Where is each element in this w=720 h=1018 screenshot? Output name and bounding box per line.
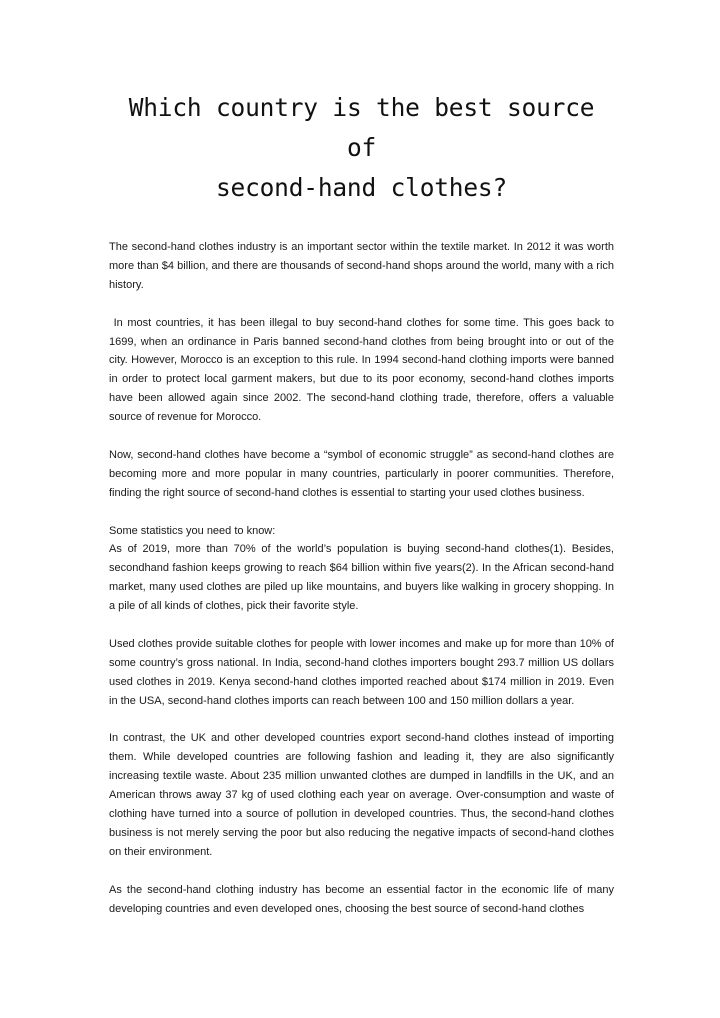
paragraph-conclusion: As the second-hand clothing industry has become an essential factor in the economic life of many developing countries and even developed ones, choosing the best source of second-hand clothes bbox=[109, 883, 614, 915]
paragraph-used-clothes: Used clothes provide suitable clothes for people with lower incomes and make up for more than 10% of some country’s gross national. In India, second-hand clothes importers bought 293.7 million US dollars used clothes in 2019. Kenya second-hand clothes imported reached about $174 million in 2019. Even in the USA, second-hand clothes imports can reach between 100 and 150 million dollars a year. bbox=[109, 637, 614, 707]
paragraph-contrast: In contrast, the UK and other developed countries export second-hand clothes instead of importing them. While developed countries are following fashion and leading it, they are also significantly increasing textile waste. About 235 million unwanted clothes are dumped in landfills in the UK, and an American throws away 37 kg of used clothing each year on average. Over-consumption and waste of clothing have turned into a source of pollution in developed countries. Thus, the second-hand clothes business is not merely serving the poor but also reducing the negative impacts of second-hand clothes on their environment. bbox=[109, 732, 614, 858]
statistics-heading: Some statistics you need to know: bbox=[109, 524, 276, 537]
paragraph-history: In most countries, it has been illegal to buy second-hand clothes for some time. This goes back to 1699, when an ordinance in Paris banned second-hand clothes from being brought into or out of the city. However, Morocco is an exception to this rule. In 1994 second-hand clothing imports were banned in order to protect local garment makers, but due to its poor economy, second-hand clothes imports have been allowed again since 2002. The second-hand clothing trade, therefore, offers a valuable source of revenue for Morocco. bbox=[109, 316, 618, 424]
document-page bbox=[109, 88, 618, 919]
statistics-body: As of 2019, more than 70% of the world’s population is buying second-hand clothes(1). Besides, secondhand fashion keeps growing to reach $64 billion within five years(2). In the African second-hand market, many used clothes are piled up like mountains, and buyers like walking in grocery shopping. In a pile of all kinds of clothes, pick their favorite style. bbox=[109, 543, 614, 613]
title-line-2: second-hand clothes? bbox=[215, 173, 507, 202]
paragraph-intro: The second-hand clothes industry is an important sector within the textile market. In 2012 it was worth more than $4 billion, and there are thousands of second-hand shops around the world, many with a rich history. bbox=[109, 241, 614, 291]
paragraph-symbol: Now, second-hand clothes have become a “symbol of economic struggle” as second-hand clothes are becoming more and more popular in many countries, particularly in poorer communities. Therefore, finding the right source of second-hand clothes is essential to starting your used clothes business. bbox=[109, 448, 614, 499]
statistics-section bbox=[109, 522, 614, 617]
title-line-1: Which country is the best source of bbox=[128, 93, 595, 162]
document-title bbox=[109, 88, 614, 208]
